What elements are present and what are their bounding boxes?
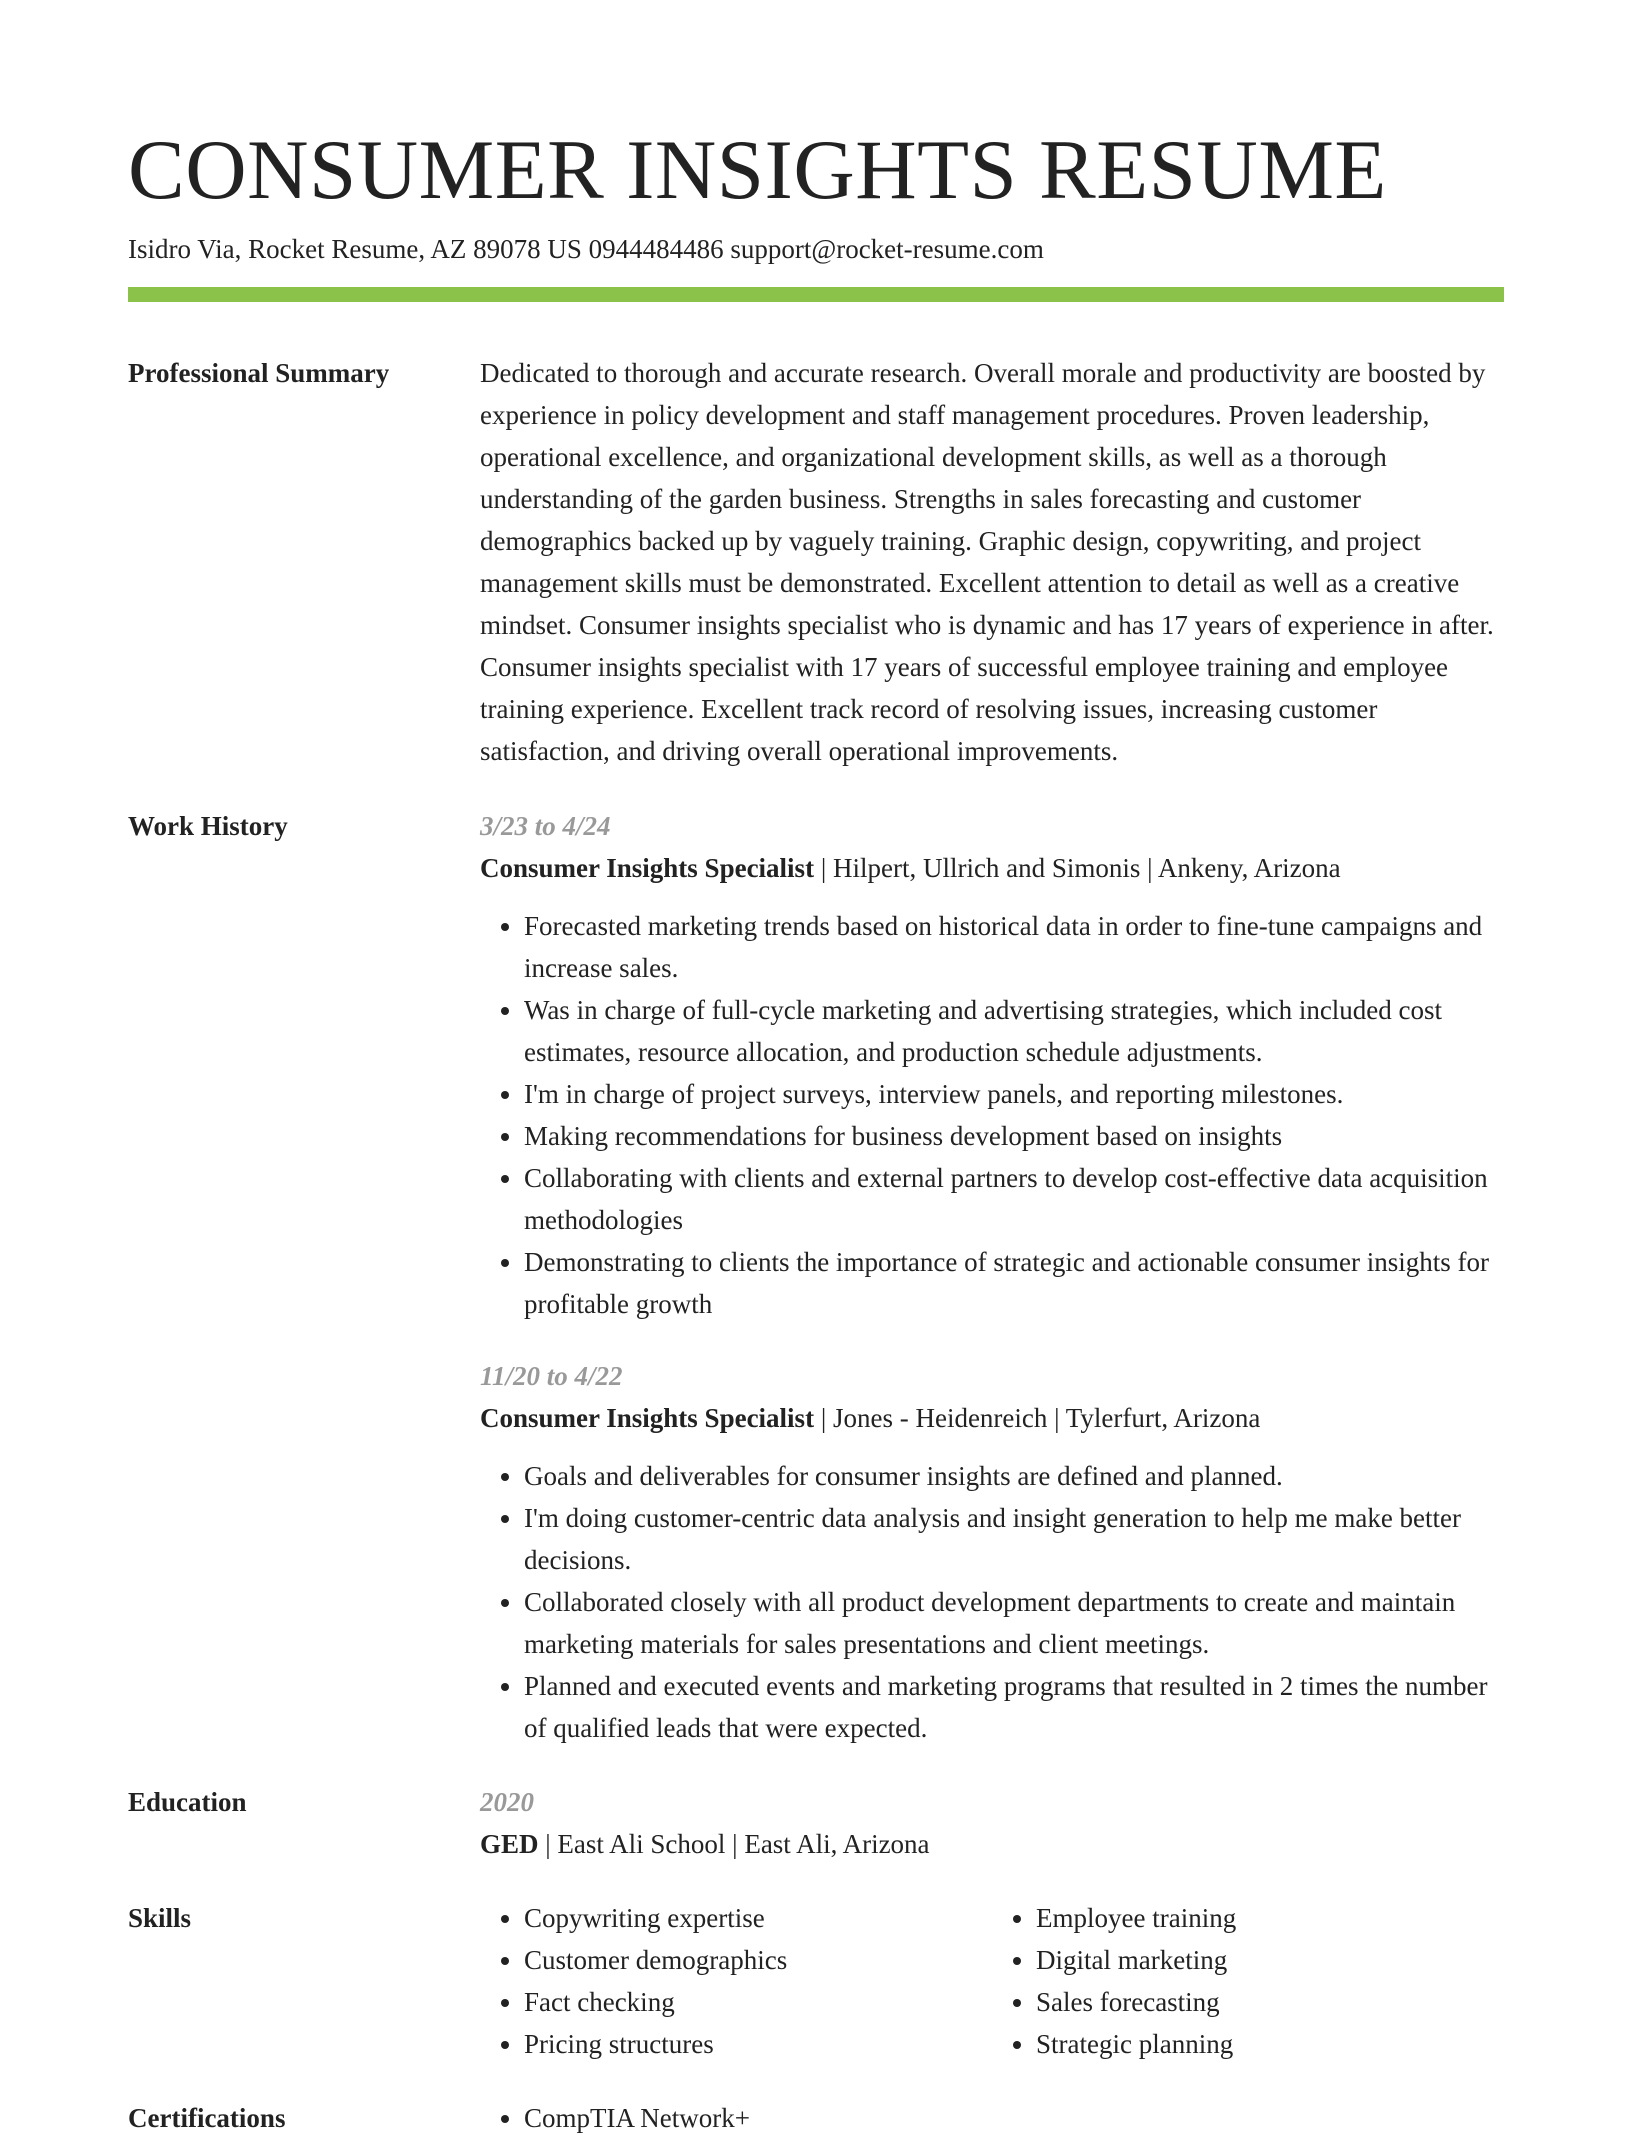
job-entry	[480, 805, 1504, 1325]
professional-summary-section	[128, 352, 1504, 772]
contact-info: Isidro Via, Rocket Resume, AZ 89078 US 0944484486 support@rocket-resume.com	[128, 234, 1044, 264]
job-heading	[480, 847, 1504, 889]
job-title: Consumer Insights Specialist	[480, 1403, 815, 1433]
work-history-section	[128, 805, 1504, 1749]
section-label-skills: Skills	[128, 1903, 192, 1933]
resume-page	[128, 0, 1504, 2139]
header-divider	[128, 287, 1504, 302]
certification-item: • CompTIA Network+	[524, 2097, 1504, 2139]
certifications-list	[480, 2097, 1504, 2139]
section-label-work-history: Work History	[128, 811, 288, 841]
job-bullet: • I'm in charge of project surveys, interview panels, and reporting milestones.	[524, 1073, 1504, 1115]
education-body	[480, 1781, 1504, 1865]
job-bullet: • Forecasted marketing trends based on historical data in order to fine-tune campaigns and increase sales.	[524, 905, 1504, 989]
skill-item: • Digital marketing	[1036, 1939, 1504, 1981]
job-details: | Jones - Heidenreich | Tylerfurt, Arizona	[814, 1403, 1261, 1433]
skill-item: • Strategic planning	[1036, 2023, 1504, 2065]
skill-item: • Employee training	[1036, 1897, 1504, 1939]
certifications-body	[480, 2097, 1504, 2139]
job-title: Consumer Insights Specialist	[480, 853, 815, 883]
skills-list-left	[480, 1897, 992, 2065]
job-bullet: • Was in charge of full-cycle marketing and advertising strategies, which included cost estimates, resource allocation, and production schedule adjustments.	[524, 989, 1504, 1073]
job-entry	[480, 1355, 1504, 1749]
job-bullet: • Goals and deliverables for consumer insights are defined and planned.	[524, 1455, 1504, 1497]
job-heading	[480, 1397, 1504, 1439]
job-dates: 3/23 to 4/24	[480, 811, 611, 841]
skills-body	[480, 1897, 1504, 2065]
education-heading	[480, 1823, 1504, 1865]
job-bullet-list	[480, 905, 1504, 1325]
skills-section	[128, 1897, 1504, 2065]
skill-item: • Pricing structures	[524, 2023, 992, 2065]
professional-summary-body	[480, 352, 1504, 772]
skill-item: • Customer demographics	[524, 1939, 992, 1981]
skill-item: • Sales forecasting	[1036, 1981, 1504, 2023]
education-degree: GED	[480, 1829, 539, 1859]
job-bullet: • Collaborating with clients and external partners to develop cost-effective data acquisition methodologies	[524, 1157, 1504, 1241]
section-label-education: Education	[128, 1787, 247, 1817]
skills-list-right	[992, 1897, 1504, 2065]
section-label-professional-summary: Professional Summary	[128, 358, 390, 388]
education-date: 2020	[480, 1787, 534, 1817]
job-bullet: • I'm doing customer-centric data analysis and insight generation to help me make better decisions.	[524, 1497, 1504, 1581]
job-details: | Hilpert, Ullrich and Simonis | Ankeny, Arizona	[814, 853, 1341, 883]
job-bullet: • Demonstrating to clients the importance of strategic and actionable consumer insights for profitable growth	[524, 1241, 1504, 1325]
education-section	[128, 1781, 1504, 1865]
certifications-section	[128, 2097, 1504, 2139]
education-details: | East Ali School | East Ali, Arizona	[538, 1829, 930, 1859]
job-dates: 11/20 to 4/22	[480, 1361, 623, 1391]
section-label-certifications: Certifications	[128, 2103, 286, 2133]
professional-summary-text: Dedicated to thorough and accurate research. Overall morale and productivity are boosted by experience in policy development and staff management procedures. Proven leadership, operational excellence, and organizational development skills, as well as a thorough understanding of the garden business. Strengths in sales forecasting and customer demographics backed up by vaguely training. Graphic design, copywriting, and project management skills must be demonstrated. Excellent attention to detail as well as a creative mindset. Consumer insights specialist who is dynamic and has 17 years of experience in after. Consumer insights specialist with 17 years of successful employee training and employee training experience. Excellent track record of resolving issues, increasing customer satisfaction, and driving overall operational improvements.	[480, 358, 1494, 766]
job-bullet: • Making recommendations for business development based on insights	[524, 1115, 1504, 1157]
skill-item: • Fact checking	[524, 1981, 992, 2023]
job-bullet: • Collaborated closely with all product development departments to create and maintain marketing materials for sales presentations and client meetings.	[524, 1581, 1504, 1665]
skill-item: • Copywriting expertise	[524, 1897, 992, 1939]
job-bullet: • Planned and executed events and marketing programs that resulted in 2 times the number of qualified leads that were expected.	[524, 1665, 1504, 1749]
work-history-body	[480, 805, 1504, 1749]
job-bullet-list	[480, 1455, 1504, 1749]
resume-title: CONSUMER INSIGHTS RESUME	[128, 123, 1387, 217]
